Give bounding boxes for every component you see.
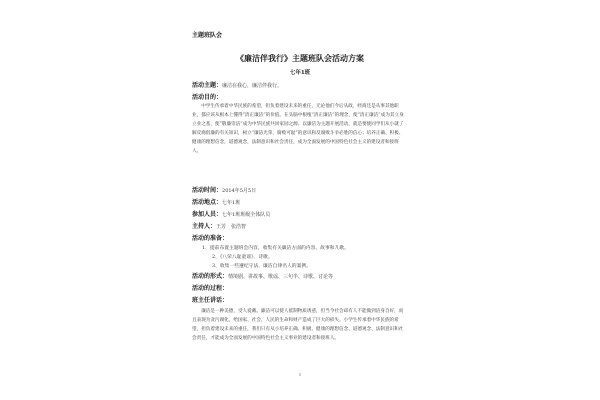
goal-paragraph: 中学生传承着中华民族的希望，担负着建设未来的重任，无论他们今后从政，经商还是从事其他职业，都应该从根本上懂得“清正廉洁”的价值。在头脑中根植“清正廉洁”的理念，使“清正廉洁”成为其立身立业之基，使“敬廉崇洁”成为中华民族共同家园之源。以廉洁为主题开展活动，就是要使同学们从小就了解反腐倡廉的有关知识，树立“廉洁光荣，腐败可耻”的意识和反腐败斗争必胜的信心；培养正确、积极、健康的理想信念，道德观念，法制意识和社会责任，成为全面发展的中国特色社会主义的建设者和接班人。: [192, 104, 404, 154]
process-label: 活动的过程：: [192, 285, 229, 292]
theme-label: 活动主题：: [192, 82, 223, 89]
prep-item-3: 3、收集一些遵纪守法、廉洁自律名人的案例。: [212, 264, 311, 269]
time-label: 活动时间：: [192, 187, 223, 194]
page-number: 1: [298, 372, 302, 377]
forms-value: 情境剧、讲故事、歌谣、三句半、诗歌、讨论等: [228, 274, 334, 280]
host-value: 王芳 张浩智: [216, 224, 247, 230]
document-title: 《廉洁伴我行》主题班队会活动方案: [236, 53, 364, 63]
goal-row: [192, 92, 222, 101]
process-row: [192, 283, 228, 292]
theme-value: 廉洁在我心，廉洁伴我行。: [222, 83, 283, 89]
document-subtitle: 七年1班: [289, 70, 311, 76]
place-value: 七年1班: [222, 200, 241, 206]
theme-row: [192, 80, 282, 89]
participants-row: [192, 209, 270, 218]
place-label: 活动地点：: [192, 199, 223, 206]
prep-item-1: 1、提前布置主题班会内容，收集有关廉洁方面的内容、故事和儿歌。: [202, 246, 349, 251]
prep-label: 活动的准备：: [192, 235, 229, 242]
speech-label: 班主任讲话：: [192, 297, 229, 304]
goal-label: 活动目的：: [192, 94, 223, 101]
forms-label: 活动的形式：: [192, 273, 229, 280]
host-row: [192, 221, 246, 230]
place-row: [192, 197, 240, 206]
speech-row: [192, 295, 228, 304]
speech-paragraph: 廉洁是一种美德，受人爱戴。廉洁可以使人抵制物质诱惑，但当今社会却有人不能做到洁身自好，而且表现为贪污腐化，给国家、社会、人民的生命和财产造成了巨大的损失。小学生传承着中华民族的希望，担负着建设未来的重任，我们只有从小培养正确、积极、健康的理想信念、道德观念、法制意识和社会责任，才能成为全面发展的中国特色社会主义事业的建设者和接班人。: [192, 309, 404, 341]
prep-row: [192, 233, 228, 242]
header-tag: 主题班队会: [192, 32, 223, 39]
forms-row: [192, 271, 333, 280]
participants-label: 参加人员：: [192, 211, 223, 218]
time-row: [192, 185, 256, 194]
participants-value: 七年1班班级全体队员: [222, 212, 271, 218]
host-label: 主持人：: [192, 223, 217, 230]
prep-item-2: 2、《八荣八耻童谣》、诗歌。: [212, 255, 273, 260]
time-value: 2014年5月5日: [222, 188, 257, 194]
